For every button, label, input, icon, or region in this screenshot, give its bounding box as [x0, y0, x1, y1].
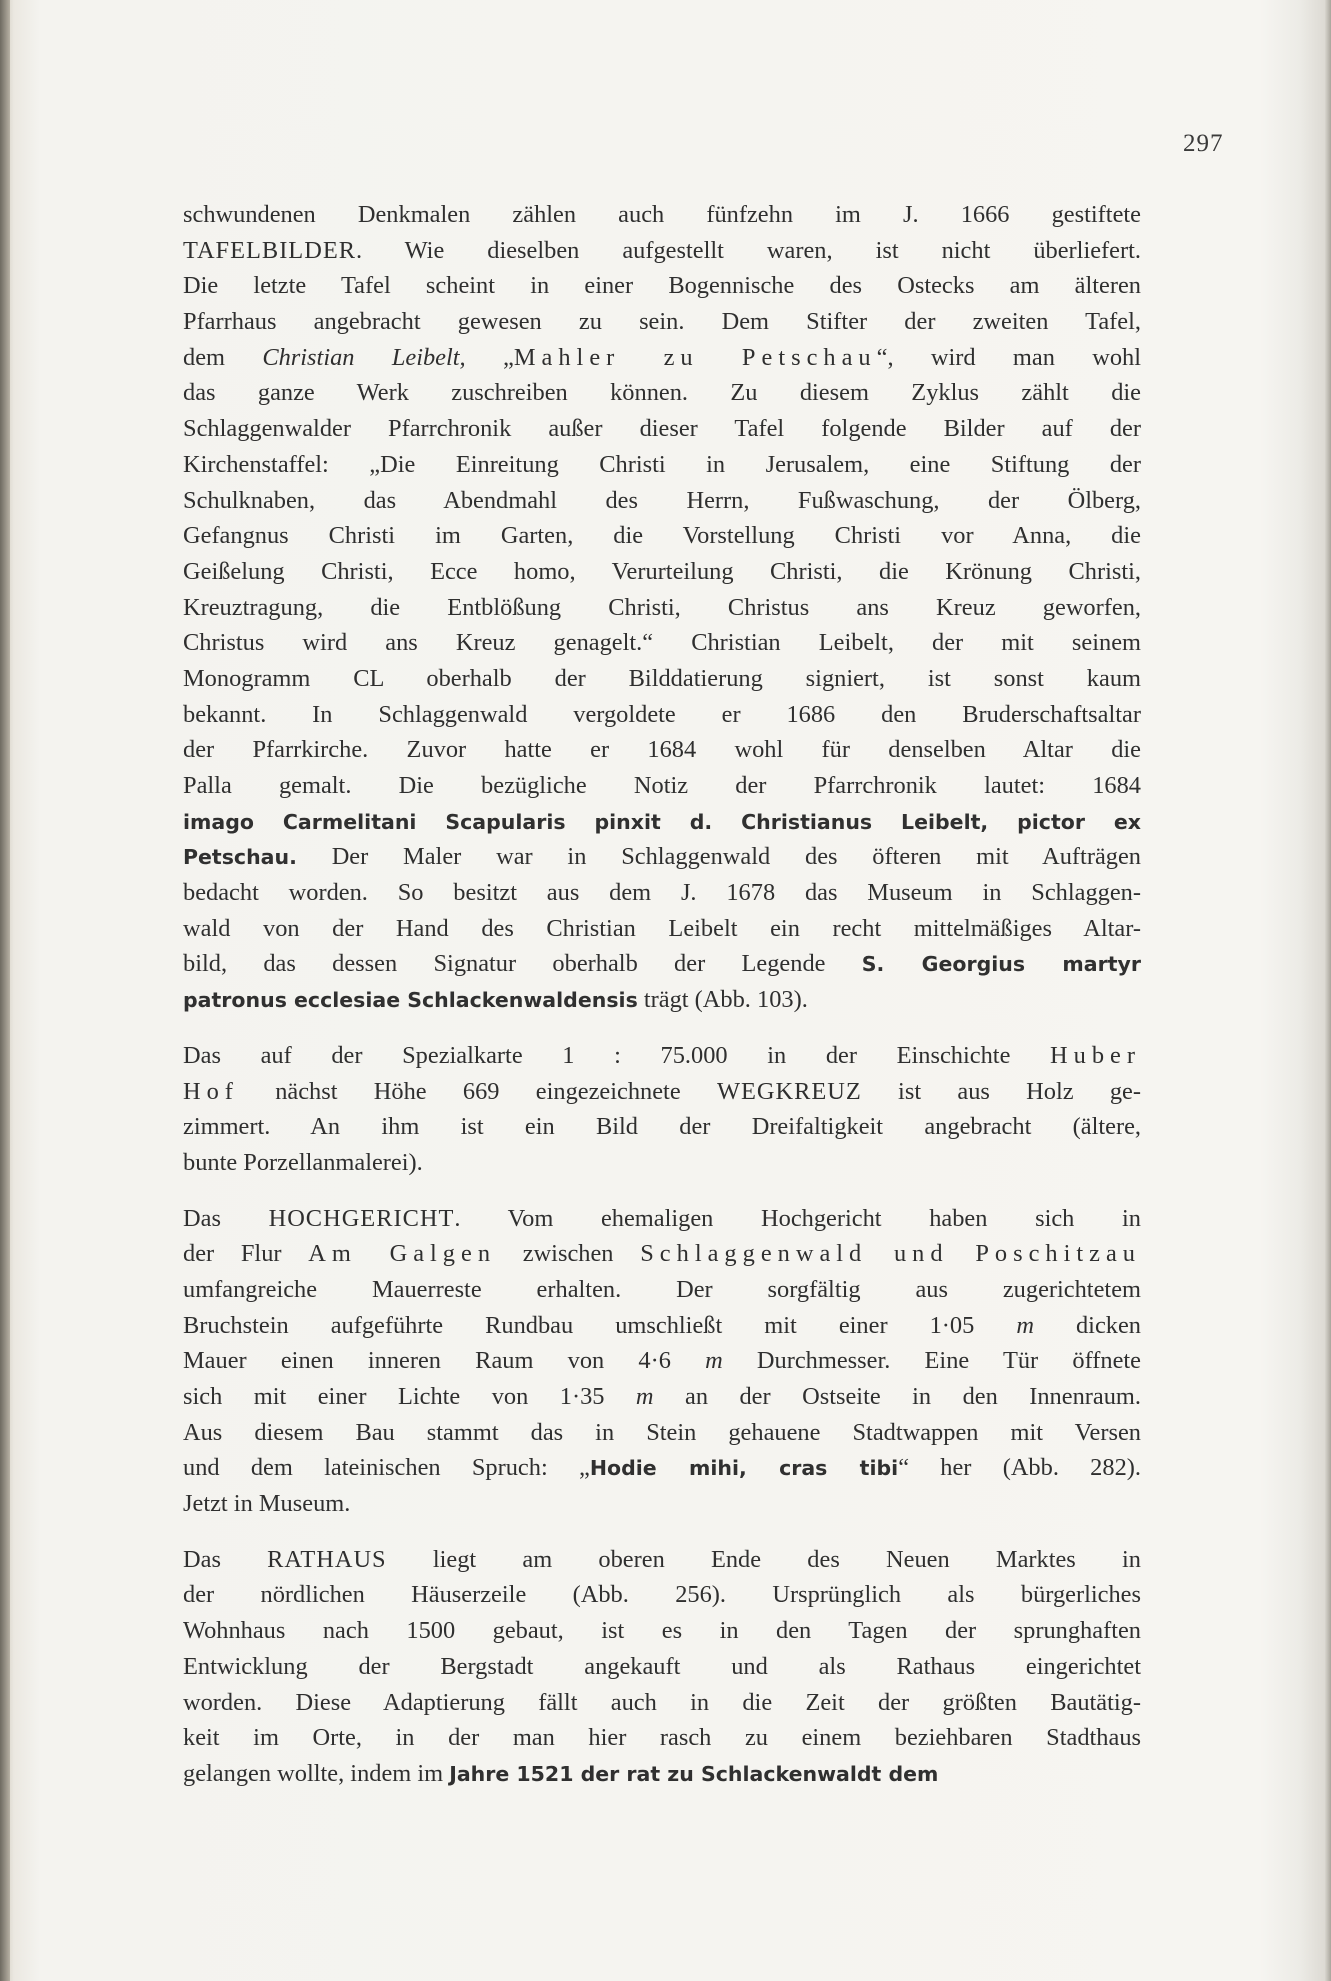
text-line	[183, 1109, 1141, 1145]
text-line	[183, 1145, 1141, 1181]
text-run: Wohnhaus nach 1500 gebaut, ist es in den Tagen der sprunghaften	[183, 1617, 1141, 1645]
text-line	[183, 340, 1141, 376]
text-run: Am Galgen	[308, 1240, 497, 1268]
text-run: nächst Höhe 669 eingezeichnete	[238, 1077, 717, 1105]
text-run: imago Carmelitani Scapularis pinxit d. Christianus Leibelt, pictor ex	[183, 809, 1141, 834]
text-run: Aus diesem Bau stammt das in Stein gehauene Stadtwappen mit Versen	[183, 1418, 1141, 1446]
text-line	[183, 1685, 1141, 1721]
text-run: Durchmesser. Eine Tür öffnete	[722, 1347, 1141, 1375]
text-run: bild, das dessen Signatur oberhalb der Legende	[183, 950, 862, 978]
text-run: Das	[183, 1545, 268, 1573]
book-spine-shadow	[0, 0, 10, 1981]
text-run: Die letzte Tafel scheint in einer Bogennische des Ostecks am älteren	[183, 272, 1141, 300]
text-run: . Vom ehemaligen Hochgericht haben sich in	[454, 1204, 1141, 1232]
text-run: Gefangnus Christi im Garten, die Vorstellung Christi vor Anna, die	[183, 522, 1141, 550]
text-line	[183, 732, 1141, 768]
text-line	[183, 875, 1141, 911]
text-run: HOCHGERICHT	[268, 1204, 455, 1232]
text-run: und	[893, 1240, 949, 1268]
text-run: WEGKREUZ	[716, 1077, 862, 1105]
text-run: Hodie mihi, cras tibi	[589, 1456, 899, 1481]
text-run: „	[465, 343, 514, 371]
text-line	[183, 1756, 1141, 1792]
text-line	[183, 1308, 1141, 1344]
text-line	[183, 304, 1141, 340]
text-run: m	[635, 1383, 654, 1410]
text-run: wald von der Hand des Christian Leibelt ein recht mittelmäßiges Altar-	[183, 914, 1141, 942]
text-run: patronus ecclesiae Schlackenwaldensis	[183, 988, 638, 1013]
text-run: zwischen	[496, 1240, 641, 1268]
text-line	[183, 375, 1141, 411]
text-run	[867, 1240, 894, 1267]
text-line	[183, 268, 1141, 304]
text-line	[183, 1613, 1141, 1649]
text-run: Das auf der Spezialkarte 1 : 75.000 in der Einschichte	[183, 1041, 1051, 1069]
text-run: umfangreiche Mauerreste erhalten. Der sorgfältig aus zugerichtetem	[183, 1275, 1141, 1303]
text-run: S. Georgius martyr	[861, 952, 1141, 977]
text-line	[183, 1201, 1141, 1237]
text-line	[183, 1379, 1141, 1415]
body-text	[183, 197, 1141, 1792]
text-run: RATHAUS	[267, 1545, 387, 1573]
text-run: schwundenen Denkmalen zählen auch fünfzehn im J. 1666 gestiftete	[183, 201, 1141, 228]
paragraph-gap	[183, 1181, 1141, 1201]
text-run: . Wie dieselben aufgestellt waren, ist nicht überliefert.	[356, 236, 1141, 264]
text-run: Mahler zu Petschau	[513, 343, 877, 371]
text-run: Palla gemalt. Die bezügliche Notiz der Pfarrchronik lautet: 1684	[183, 772, 1141, 799]
text-run: Schlaggenwald	[640, 1240, 868, 1268]
text-line	[183, 1272, 1141, 1308]
text-line	[183, 197, 1141, 233]
text-run: “, wird man wohl	[876, 343, 1142, 371]
text-line	[183, 697, 1141, 733]
paragraph	[183, 1542, 1141, 1792]
paragraph-gap	[183, 1018, 1141, 1038]
text-run: ist aus Holz ge-	[861, 1077, 1141, 1105]
text-line	[183, 982, 1141, 1018]
text-run: Poschitzau	[975, 1240, 1141, 1268]
text-line	[183, 839, 1141, 875]
text-line	[183, 1038, 1141, 1074]
text-run: sich mit einer Lichte von 1·35	[183, 1383, 636, 1410]
text-line	[183, 1236, 1141, 1272]
text-run: an der Ostseite in den Innenraum.	[653, 1383, 1141, 1410]
text-line	[183, 447, 1141, 483]
text-run: bekannt. In Schlaggenwald vergoldete er 1686 den Bruderschaftsaltar	[183, 700, 1141, 728]
paragraph	[183, 1201, 1141, 1522]
text-run: Geißelung Christi, Ecce homo, Verurteilung Christi, die Krönung Christi,	[183, 557, 1141, 585]
text-run: liegt am oberen Ende des Neuen Marktes in	[386, 1545, 1141, 1573]
text-run: Huber	[1050, 1041, 1141, 1069]
page-number: 297	[1183, 130, 1224, 157]
text-line	[183, 1486, 1141, 1522]
text-run: m	[1016, 1311, 1034, 1339]
text-run: Christus wird ans Kreuz genagelt.“ Christian Leibelt, der mit seinem	[183, 629, 1141, 657]
paragraph	[183, 1038, 1141, 1181]
text-run: bunte Porzellanmalerei).	[183, 1148, 423, 1176]
text-line	[183, 1074, 1141, 1110]
text-line	[183, 518, 1141, 554]
text-run: Pfarrhaus angebracht gewesen zu sein. Dem Stifter der zweiten Tafel,	[183, 308, 1141, 336]
text-run: dicken	[1033, 1311, 1141, 1339]
text-line	[183, 1720, 1141, 1756]
text-run: trägt (Abb. 103).	[637, 986, 808, 1014]
text-run: Kreuztragung, die Entblößung Christi, Christus ans Kreuz geworfen,	[183, 593, 1141, 621]
text-run: Der Maler war in Schlaggenwald des öfteren mit Aufträgen	[296, 843, 1141, 871]
text-run: Christian Leibelt,	[262, 343, 466, 371]
text-run: bedacht worden. So besitzt aus dem J. 1678 das Museum in Schlaggen-	[183, 879, 1141, 907]
text-run: Schulknaben, das Abendmahl des Herrn, Fußwaschung, der Ölberg,	[183, 486, 1141, 514]
text-line	[183, 233, 1141, 269]
text-line	[183, 768, 1141, 804]
page-edge	[1325, 0, 1331, 1981]
text-run: Kirchenstaffel: „Die Einreitung Christi in Jerusalem, eine Stiftung der	[183, 450, 1141, 478]
text-run: gelangen wollte, indem im	[183, 1759, 450, 1787]
text-run: Monogramm CL oberhalb der Bilddatierung signiert, ist sonst kaum	[183, 664, 1141, 692]
text-run: der Pfarrkirche. Zuvor hatte er 1684 wohl für denselben Altar die	[183, 736, 1141, 764]
text-line	[183, 911, 1141, 947]
text-run: Petschau.	[183, 845, 297, 870]
text-run: Schlaggenwalder Pfarrchronik außer dieser Tafel folgende Bilder auf der	[183, 415, 1141, 443]
text-line	[183, 625, 1141, 661]
text-line	[183, 1649, 1141, 1685]
text-run: Jetzt in Museum.	[183, 1490, 351, 1518]
text-run: und dem lateinischen Spruch: „	[183, 1454, 590, 1482]
text-run: das ganze Werk zuschreiben können. Zu diesem Zyklus zählt die	[183, 379, 1141, 407]
text-run: Das	[183, 1204, 269, 1232]
text-run: der Flur	[183, 1240, 309, 1268]
text-line	[183, 590, 1141, 626]
text-line	[183, 946, 1141, 982]
text-line	[183, 1450, 1141, 1486]
text-line	[183, 1542, 1141, 1578]
text-run	[949, 1240, 976, 1267]
text-line	[183, 483, 1141, 519]
text-run: “ her (Abb. 282).	[898, 1454, 1141, 1482]
text-run: dem	[183, 343, 263, 371]
text-run: zimmert. An ihm ist ein Bild der Dreifaltigkeit angebracht (ältere,	[183, 1113, 1141, 1141]
text-run: Jahre 1521 der rat zu Schlackenwaldt dem	[449, 1761, 939, 1786]
text-line	[183, 554, 1141, 590]
paragraph-gap	[183, 1522, 1141, 1542]
text-run: keit im Orte, in der man hier rasch zu einem beziehbaren Stadthaus	[183, 1724, 1141, 1752]
text-run: Mauer einen inneren Raum von 4·6	[183, 1347, 706, 1375]
text-run: Bruchstein aufgeführte Rundbau umschließt mit einer 1·05	[183, 1311, 1017, 1339]
text-run: worden. Diese Adaptierung fällt auch in die Zeit der größten Bautätig-	[183, 1688, 1141, 1716]
text-line	[183, 411, 1141, 447]
text-line	[183, 804, 1141, 840]
text-run: Entwicklung der Bergstadt angekauft und als Rathaus eingerichtet	[183, 1652, 1141, 1680]
paragraph	[183, 197, 1141, 1018]
text-run: der nördlichen Häuserzeile (Abb. 256). Ursprünglich als bürgerliches	[183, 1581, 1141, 1609]
text-line	[183, 661, 1141, 697]
text-run: Hof	[183, 1077, 239, 1105]
text-run: TAFELBILDER	[183, 236, 356, 264]
text-line	[183, 1415, 1141, 1451]
text-run: m	[705, 1347, 723, 1375]
text-line	[183, 1343, 1141, 1379]
text-line	[183, 1577, 1141, 1613]
